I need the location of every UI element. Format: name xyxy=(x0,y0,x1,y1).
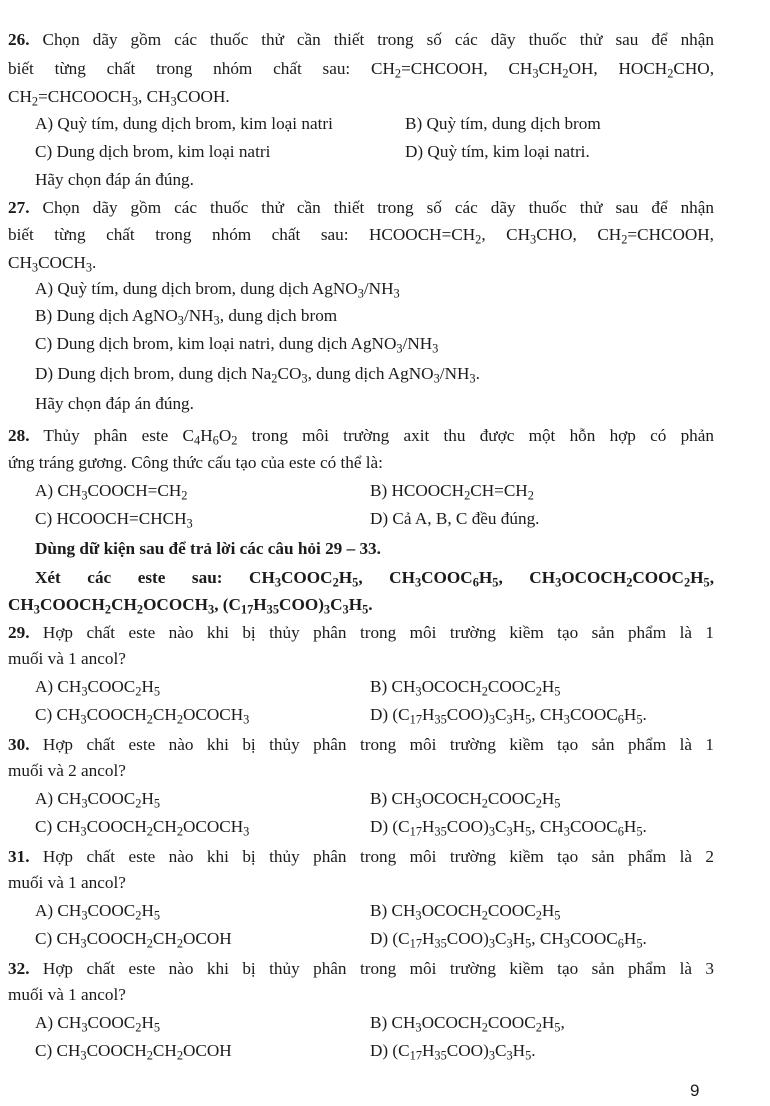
q29-option-a: A) $CH_3COOC_2H_5$ xyxy=(35,677,161,699)
q32-option-d: D) $(C_{17}H_{35}COO)_3C_3H_5$. xyxy=(370,1041,536,1063)
q26-option-c: C) Dung dịch brom, kim loại natri xyxy=(35,142,271,161)
q31-line-1 xyxy=(8,845,714,869)
q27-line-1 xyxy=(8,196,714,220)
q28-line-1 xyxy=(8,424,714,448)
page-number: 9 xyxy=(690,1081,700,1100)
q29-text-1: Hợp chất este nào khi bị thủy phân trong môi trường kiềm tạo sản phẩm là 1 xyxy=(29,623,714,642)
q26-line-1 xyxy=(8,28,714,52)
q26-prompt: Hãy chọn đáp án đúng. xyxy=(35,170,194,189)
q32-options-row-2 xyxy=(35,1039,714,1063)
q26-option-a: A) Quỳ tím, dung dịch brom, kim loại natri xyxy=(35,114,333,133)
q31-options-row-2 xyxy=(35,927,714,951)
q28-option-b: B) $HCOOCH_2CH=CH_2$ xyxy=(370,481,534,503)
q31-option-d: D) $(C_{17}H_{35}COO)_3C_3H_5$, $CH_3COOC_6H_5$. xyxy=(370,929,647,951)
q26-line-2: biết từng chất trong nhóm chất sau: $CH_2=CHCOOH$, $CH_3CH_2OH$, $HOCH_2CHO$, xyxy=(8,59,714,81)
q26-option-b: B) Quỳ tím, dung dịch brom xyxy=(405,114,601,133)
q26-line-3: $CH_2=CHCOOCH_3$, $CH_3COOH$. xyxy=(8,87,230,109)
q26-options-row-1 xyxy=(35,112,714,136)
q30-option-c: C) $CH_3COOCH_2CH_2OCOCH_3$ xyxy=(35,817,250,839)
q27-option-d: D) Dung dịch brom, dung dịch $Na_2CO_3$, dung dịch $AgNO_3/NH_3$. xyxy=(35,364,480,386)
q32-options-row-1 xyxy=(35,1011,714,1035)
q26-text-1: Chọn dãy gồm các thuốc thử cần thiết trong số các dãy thuốc thử sau để nhận xyxy=(29,30,714,49)
q28-options-row-2 xyxy=(35,507,714,531)
q32-text-1: Hợp chất este nào khi bị thủy phân trong môi trường kiềm tạo sản phẩm là 3 xyxy=(29,959,714,978)
q30-options-row-1 xyxy=(35,787,714,811)
q31-option-a: A) $CH_3COOC_2H_5$ xyxy=(35,901,161,923)
q29-option-d: D) $(C_{17}H_{35}COO)_3C_3H_5$, $CH_3COOC_6H_5$. xyxy=(370,705,647,727)
q29-line-1 xyxy=(8,621,714,645)
q32-number: 32. xyxy=(8,959,30,978)
q30-number: 30. xyxy=(8,735,30,754)
q26-number: 26. xyxy=(8,30,30,49)
q32-option-a: A) $CH_3COOC_2H_5$ xyxy=(35,1013,161,1035)
q31-option-c: C) $CH_3COOCH_2CH_2OCOH$ xyxy=(35,929,232,951)
q30-option-a: A) $CH_3COOC_2H_5$ xyxy=(35,789,161,811)
q26-option-d: D) Quỳ tím, kim loại natri. xyxy=(405,142,590,161)
q29-number: 29. xyxy=(8,623,30,642)
q32-option-b: B) $CH_3OCOCH_2COOC_2H_5$, xyxy=(370,1013,565,1035)
q31-text-1: Hợp chất este nào khi bị thủy phân trong môi trường kiềm tạo sản phẩm là 2 xyxy=(29,847,714,866)
q31-line-2: muối và 1 ancol? xyxy=(8,873,126,892)
q28-option-a: A) $CH_3COOCH=CH_2$ xyxy=(35,481,188,503)
q31-number: 31. xyxy=(8,847,30,866)
section-intro-heading: Dùng dữ kiện sau để trả lời các câu hỏi 29 – 33. xyxy=(35,539,381,558)
q29-line-2: muối và 1 ancol? xyxy=(8,649,126,668)
q28-text-1: Thủy phân este $C_4H_6O_2$ trong môi trường axit thu được một hỗn hợp có phản xyxy=(29,426,714,448)
q27-option-c: C) Dung dịch brom, kim loại natri, dung dịch $AgNO_3/NH_3$ xyxy=(35,334,439,356)
q27-prompt: Hãy chọn đáp án đúng. xyxy=(35,394,194,413)
q30-option-d: D) $(C_{17}H_{35}COO)_3C_3H_5$, $CH_3COOC_6H_5$. xyxy=(370,817,647,839)
q30-line-1 xyxy=(8,733,714,757)
q32-option-c: C) $CH_3COOCH_2CH_2OCOH$ xyxy=(35,1041,232,1063)
q26-options-row-2 xyxy=(35,140,714,164)
q27-option-b: B) Dung dịch $AgNO_3/NH_3$, dung dịch brom xyxy=(35,306,338,328)
q28-option-d: D) Cả A, B, C đều đúng. xyxy=(370,509,540,528)
q29-options-row-1 xyxy=(35,675,714,699)
q27-number: 27. xyxy=(8,198,30,217)
q29-option-c: C) $CH_3COOCH_2CH_2OCOCH_3$ xyxy=(35,705,250,727)
q27-text-1: Chọn dãy gồm các thuốc thử cần thiết trong số các dãy thuốc thử sau để nhận xyxy=(29,198,714,217)
section-intro-line-3: $CH_3COOCH_2CH_2OCOCH_3$, $(C_{17}H_{35}COO)_3C_3H_5$. xyxy=(8,595,373,617)
q28-number: 28. xyxy=(8,426,30,445)
q28-line-2: ứng tráng gương. Công thức cấu tạo của este có thể là: xyxy=(8,453,383,472)
q30-options-row-2 xyxy=(35,815,714,839)
q29-options-row-2 xyxy=(35,703,714,727)
q30-text-1: Hợp chất este nào khi bị thủy phân trong môi trường kiềm tạo sản phẩm là 1 xyxy=(29,735,714,754)
section-intro-line-2: Xét các este sau: $CH_3COOC_2H_5$, $CH_3COOC_6H_5$, $CH_3OCOCH_2COOC_2H_5$, xyxy=(35,568,714,590)
q27-line-2: biết từng chất trong nhóm chất sau: $HCOOCH=CH_2$, $CH_3CHO$, $CH_2=CHCOOH$, xyxy=(8,225,714,247)
q30-line-2: muối và 2 ancol? xyxy=(8,761,126,780)
q30-option-b: B) $CH_3OCOCH_2COOC_2H_5$ xyxy=(370,789,561,811)
q27-line-3: $CH_3COCH_3$. xyxy=(8,253,97,275)
q29-option-b: B) $CH_3OCOCH_2COOC_2H_5$ xyxy=(370,677,561,699)
q28-options-row-1 xyxy=(35,479,714,503)
q27-option-a: A) Quỳ tím, dung dịch brom, dung dịch $AgNO_3/NH_3$ xyxy=(35,279,400,301)
q31-options-row-1 xyxy=(35,899,714,923)
q32-line-1 xyxy=(8,957,714,981)
q32-line-2: muối và 1 ancol? xyxy=(8,985,126,1004)
q31-option-b: B) $CH_3OCOCH_2COOC_2H_5$ xyxy=(370,901,561,923)
q28-option-c: C) $HCOOCH=CHCH_3$ xyxy=(35,509,193,531)
